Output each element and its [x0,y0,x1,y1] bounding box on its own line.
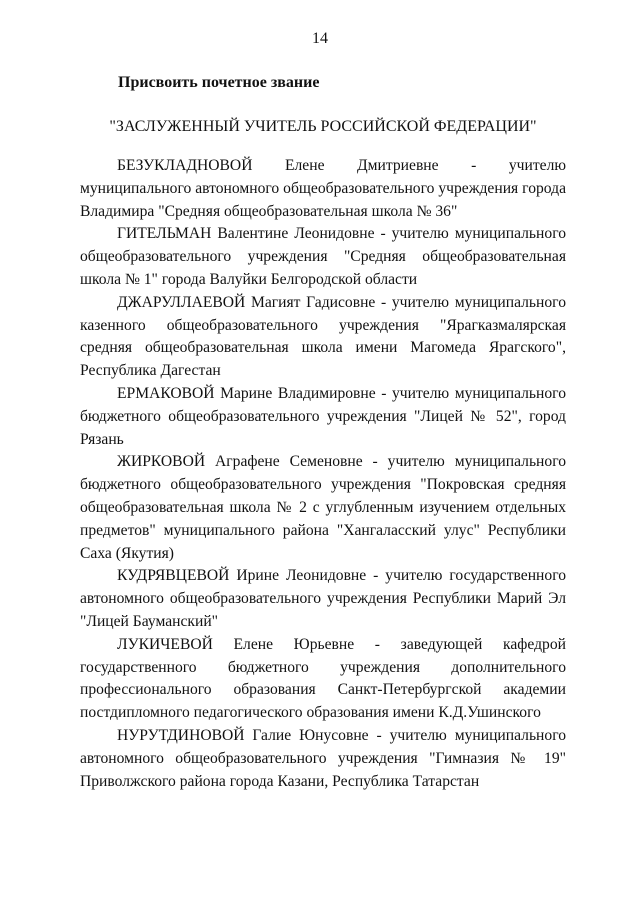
awardee-entry: БЕЗУКЛАДНОВОЙ Елене Дмитриевне - учителю муниципального автономного общеобразовательного учреждения города Владимира "Средняя общеобразовательная школа № 36" [80,157,566,220]
honorary-title: "ЗАСЛУЖЕННЫЙ УЧИТЕЛЬ РОССИЙСКОЙ ФЕДЕРАЦИИ" [109,118,537,135]
awardee-entry: ГИТЕЛЬМАН Валентине Леонидовне - учителю муниципального общеобразовательного учреждения "Средняя общеобразовательная школа № 1" города Валуйки Белгородской области [80,225,566,288]
awardee-entry: ЕРМАКОВОЙ Марине Владимировне - учителю муниципального бюджетного общеобразовательного учреждения "Лицей № 52", город Рязань [80,384,566,448]
awardee-entry: НУРУТДИНОВОЙ Галие Юнусовне - учителю муниципального автономного общеобразовательного учреждения "Гимназия № 19" Приволжского района города Казани, Республика Татарстан [80,726,566,790]
awardee-entry: ЛУКИЧЕВОЙ Елене Юрьевне - заведующей кафедрой государственного бюджетного учреждения дополнительного профессионального образования Санкт-Петербургской академии постдипломного педагогического образования имени К.Д.Ушинского [80,635,566,722]
awardee-entry: ЖИРКОВОЙ Аграфене Семеновне - учителю муниципального бюджетного общеобразовательного учреждения "Покровская средняя общеобразовательная школа № 2 с углубленным изучением отдельных предметов" муниципального района "Хангаласский улус" Республики Саха (Якутия) [80,453,566,562]
decree-heading: Присвоить почетное звание [118,74,320,91]
awardee-entry: КУДРЯВЦЕВОЙ Ирине Леонидовне - учителю государственного автономного общеобразовательного учреждения Республики Марий Эл "Лицей Бауманский" [80,567,566,630]
awardee-list [80,155,566,793]
awardee-entry: ДЖАРУЛЛАЕВОЙ Магият Гадисовне - учителю муниципального казенного общеобразовательного учреждения "Ярагказмалярская средняя общеобразовательная школа имени Магомеда Ярагского", Республика Дагестан [80,293,566,380]
page-number: 14 [312,30,328,47]
